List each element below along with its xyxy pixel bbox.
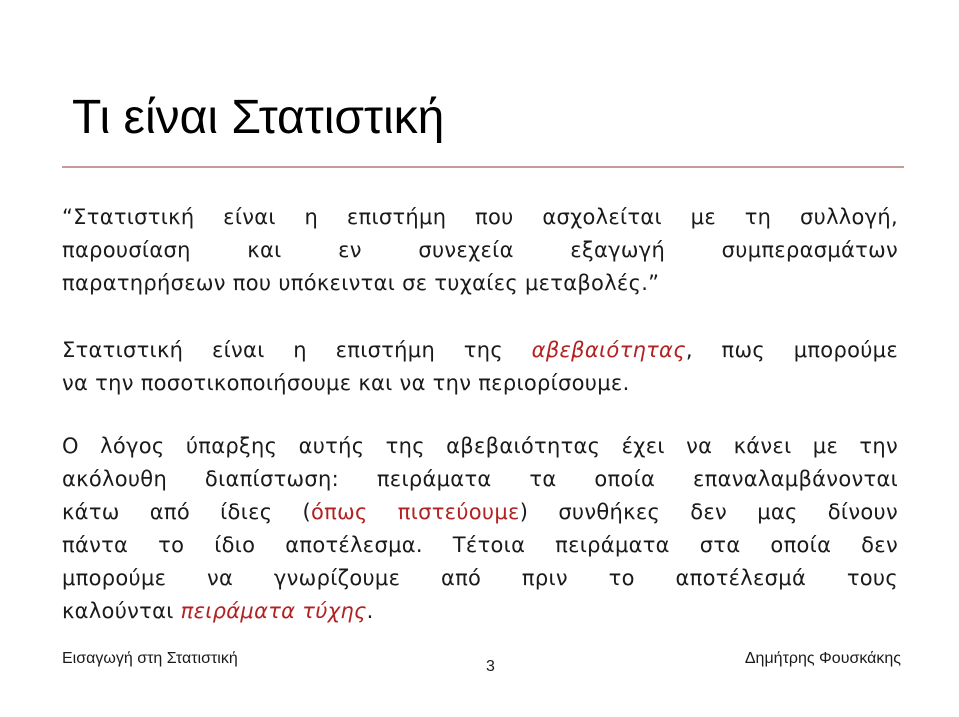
footer-course-title: Εισαγωγή στη Στατιστική (62, 650, 238, 667)
random-experiments-emphasis: πειράματα τύχης (180, 599, 367, 623)
uncertainty-emphasis: αβεβαιότητας (531, 338, 686, 362)
reason-line-5: μπορούμε να γνωρίζουμε από πριν το αποτέλεσμά τους (62, 566, 898, 590)
reason-line-4: πάντα το ίδιο αποτέλεσμα. Τέτοια πειράματα στα οποία δεν (62, 533, 898, 557)
reason-emphasis: όπως πιστεύουμε (311, 500, 520, 524)
reason-line-3 (62, 496, 898, 529)
reason-text-b: ) συνθήκες δεν μας δίνουν (519, 500, 898, 524)
reason-line-1: Ο λόγος ύπαρξης αυτής της αβεβαιότητας έχει να κάνει με την (62, 434, 898, 458)
uncertainty-text-b: , πως μπορούμε (685, 338, 898, 362)
footer-page-number: 3 (486, 658, 495, 675)
quote-line-2: παρουσίαση και εν συνεχεία εξαγωγή συμπερασμάτων (62, 238, 898, 262)
quote-line-3: παρατηρήσεων που υπόκεινται σε τυχαίες μεταβολές.” (62, 271, 660, 295)
slide-title: Τι είναι Στατιστική (72, 91, 445, 144)
reason-text-c: καλούνται (62, 599, 181, 623)
quote-line-1: “Στατιστική είναι η επιστήμη που ασχολείται με τη συλλογή, (62, 205, 898, 229)
reason-text-a: κάτω από ίδιες ( (62, 500, 312, 524)
uncertainty-line-1 (62, 334, 898, 367)
reason-text-d: . (366, 599, 374, 623)
footer-author: Δημήτρης Φουσκάκης (744, 650, 901, 667)
definition-quote (62, 201, 898, 300)
uncertainty-line-2: να την ποσοτικοποιήσουμε και να την περιορίσουμε. (62, 371, 630, 395)
reason-line-6 (62, 595, 898, 628)
uncertainty-text-a: Στατιστική είναι η επιστήμη της (62, 338, 532, 362)
title-divider (62, 166, 904, 168)
reason-line-2: ακόλουθη διαπίστωση: πειράματα τα οποία επαναλαμβάνονται (62, 467, 898, 491)
reason-paragraph (62, 430, 898, 628)
uncertainty-paragraph (62, 334, 898, 400)
